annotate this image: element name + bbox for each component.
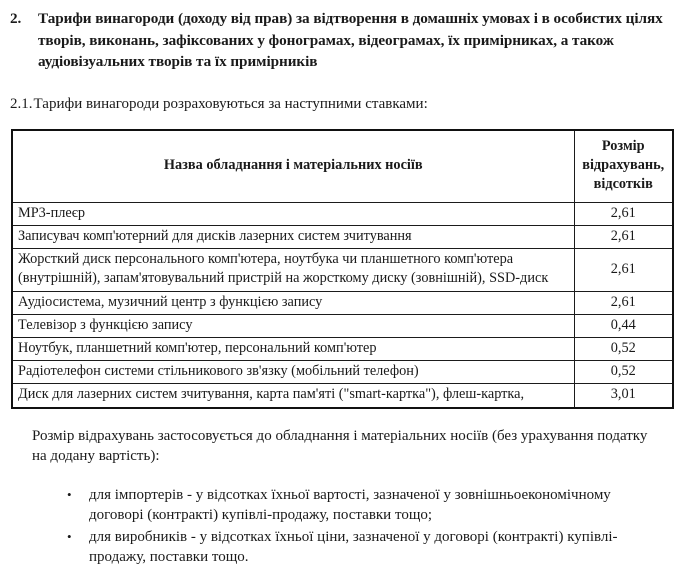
column-header-rate (574, 130, 673, 203)
tariff-table-header (12, 130, 673, 203)
cell-equipment-name: Аудіосистема, музичний центр з функцією запису (12, 291, 574, 314)
list-item-text: для імпортерів - у відсотках їхньої вартості, зазначеної у зовнішньоекономічному договорі (контракті) купівлі-продажу, поставки тощо; (89, 486, 611, 524)
table-row (12, 337, 673, 360)
cell-rate-value: 2,61 (574, 249, 673, 291)
table-row (12, 225, 673, 248)
section-heading-text: Тарифи винагороди (доходу від прав) за відтворення в домашніх умовах і в особистих цілях творів, виконань, зафіксованих у фонограмах, відеограмах, їх примірниках, а також аудіовізуальних творів та їх примірників (38, 10, 663, 70)
cell-equipment-name: MP3-плеєр (12, 202, 574, 225)
subsection-number: 2.1. (10, 95, 33, 112)
cell-rate-value: 2,61 (574, 225, 673, 248)
cell-rate-value: 0,44 (574, 314, 673, 337)
cell-equipment-name: Жорсткий диск персонального комп'ютера, ноутбука чи планшетного комп'ютера (внутрішній), запам'ятовувальний пристрій на жорсткому диску (зовнішній), SSD-диск (12, 249, 574, 291)
subsection-text: Тарифи винагороди розраховуються за наступними ставками: (33, 95, 428, 112)
column-header-equipment-name: Назва обладнання і матеріальних носіїв (12, 130, 574, 203)
cell-rate-value: 0,52 (574, 361, 673, 384)
column-header-rate-line-3: відсотків (593, 176, 653, 193)
column-header-rate-line-1: Розмір (601, 137, 645, 154)
cell-equipment-name: Радіотелефон системи стільникового зв'язку (мобільний телефон) (12, 361, 574, 384)
tariff-table (11, 129, 674, 409)
table-row (12, 249, 673, 291)
table-row (12, 361, 673, 384)
cell-rate-value: 3,01 (574, 384, 673, 408)
bullet-point-icon: • (67, 486, 72, 502)
cell-rate-value: 2,61 (574, 202, 673, 225)
cell-equipment-name: Диск для лазерних систем зчитування, карта пам'яті ("smart-картка"), флеш-картка, (12, 384, 574, 408)
tariff-table-body (12, 202, 673, 407)
section-heading-number: 2. (10, 10, 22, 27)
cell-equipment-name: Телевізор з функцією запису (12, 314, 574, 337)
bullet-point-icon: • (67, 528, 72, 544)
list-item (10, 485, 662, 526)
cell-equipment-name: Ноутбук, планшетний комп'ютер, персональний комп'ютер (12, 337, 574, 360)
closing-paragraph: Розмір відрахувань застосовується до обладнання і матеріальних носіїв (без урахування податку на додану вартість): (32, 427, 648, 465)
cell-equipment-name: Записувач комп'ютерний для дисків лазерних систем зчитування (12, 225, 574, 248)
list-item-text: для виробників - у відсотках їхньої ціни, зазначеної у договорі (контракті) купівлі-продажу, поставки тощо. (89, 528, 618, 566)
table-row (12, 291, 673, 314)
table-row (12, 384, 673, 408)
cell-rate-value: 0,52 (574, 337, 673, 360)
cell-rate-value: 2,61 (574, 291, 673, 314)
column-header-rate-line-2: відрахувань, (582, 156, 665, 173)
section-heading (10, 8, 676, 73)
conditions-list (10, 485, 676, 568)
table-header-row (12, 130, 673, 203)
list-item (10, 527, 662, 568)
subsection-paragraph (10, 94, 676, 114)
table-row (12, 202, 673, 225)
table-row (12, 314, 673, 337)
